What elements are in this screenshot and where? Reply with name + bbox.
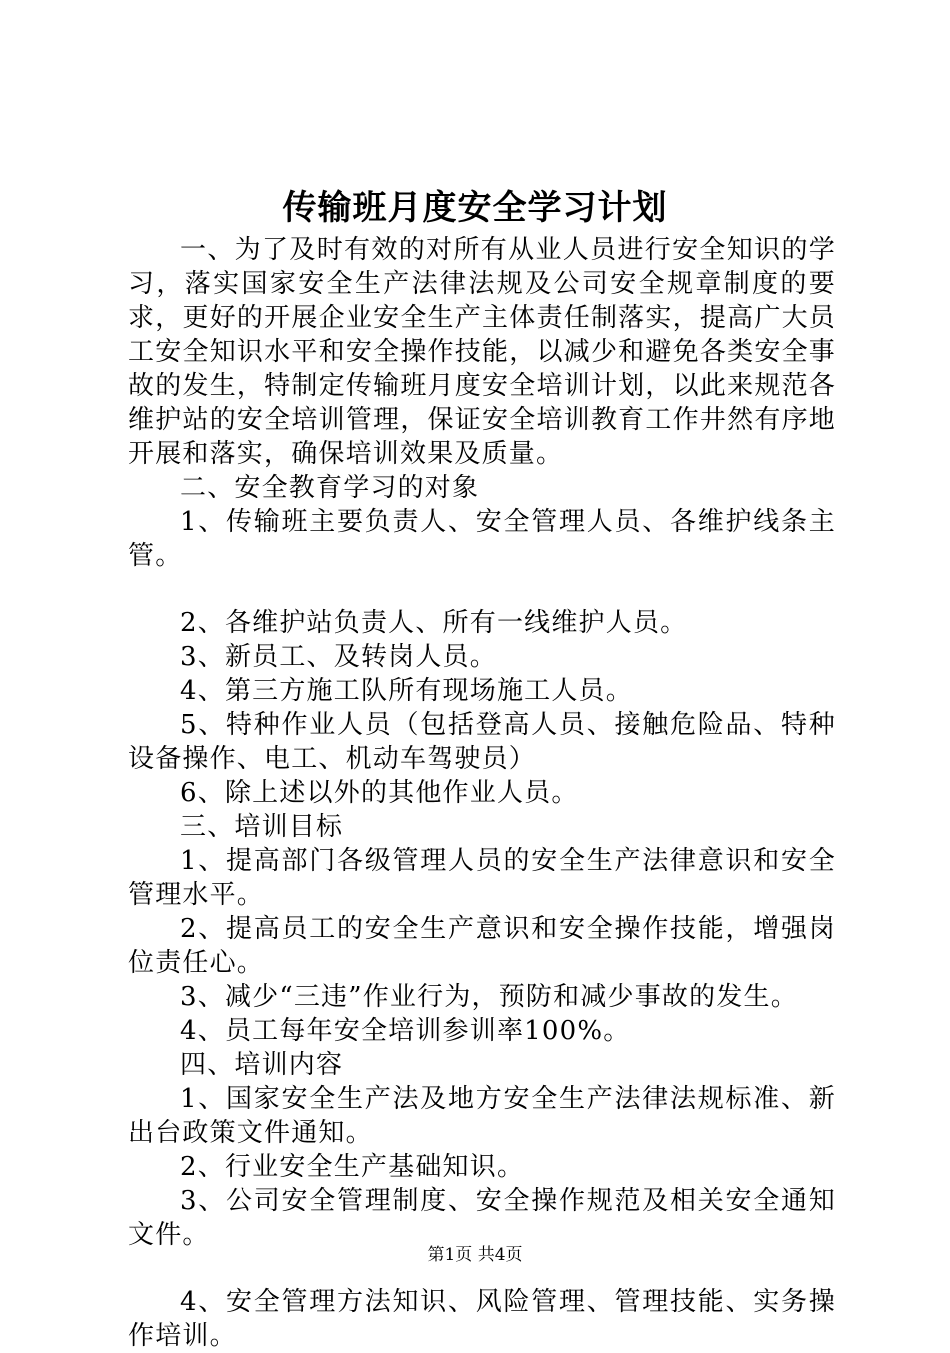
list-item: 5、特种作业人员（包括登高人员、接触危险品、特种设备操作、电工、机动车驾驶员） xyxy=(128,710,836,774)
list-item: 1、传输班主要负责人、安全管理人员、各维护线条主管。 xyxy=(128,507,836,571)
list-item: 6、除上述以外的其他作业人员。 xyxy=(180,778,579,808)
paragraph-intro: 一、为了及时有效的对所有从业人员进行安全知识的学习，落实国家安全生产法律法规及公司安全规章制度的要求，更好的开展企业安全生产主体责任制落实，提高广大员工安全知识水平和安全操作技能，以减少和避免各类安全事故的发生，特制定传输班月度安全培训计划，以此来规范各维护站的安全培训管理，保证安全培训教育工作井然有序地开展和落实，确保培训效果及质量。 xyxy=(128,235,836,469)
list-item: 4、第三方施工队所有现场施工人员。 xyxy=(180,676,633,706)
list-item: 1、提高部门各级管理人员的安全生产法律意识和安全管理水平。 xyxy=(128,846,836,910)
list-item: 3、公司安全管理制度、安全操作规范及相关安全通知文件。 xyxy=(128,1186,836,1250)
list-item: 4、安全管理方法知识、风险管理、管理技能、实务操作培训。 xyxy=(128,1287,836,1351)
section-heading-content: 四、培训内容 xyxy=(180,1050,344,1080)
document-body xyxy=(128,233,836,1353)
list-item: 2、行业安全生产基础知识。 xyxy=(180,1152,525,1182)
list-item: 2、提高员工的安全生产意识和安全操作技能，增强岗位责任心。 xyxy=(128,914,836,978)
list-item: 4、员工每年安全培训参训率100%。 xyxy=(180,1016,631,1046)
document-title: 传输班月度安全学习计划 xyxy=(282,188,668,228)
section-heading-audience: 二、安全教育学习的对象 xyxy=(180,473,480,503)
list-item: 1、国家安全生产法及地方安全生产法律法规标准、新出台政策文件通知。 xyxy=(128,1084,836,1148)
page-indicator: 第1页 共4页 xyxy=(427,1245,523,1265)
list-item: 2、各维护站负责人、所有一线维护人员。 xyxy=(180,608,688,638)
section-heading-goals: 三、培训目标 xyxy=(180,812,344,842)
list-item: 3、减少“三违”作业行为，预防和减少事故的发生。 xyxy=(180,982,798,1012)
list-item: 3、新员工、及转岗人员。 xyxy=(180,642,497,672)
